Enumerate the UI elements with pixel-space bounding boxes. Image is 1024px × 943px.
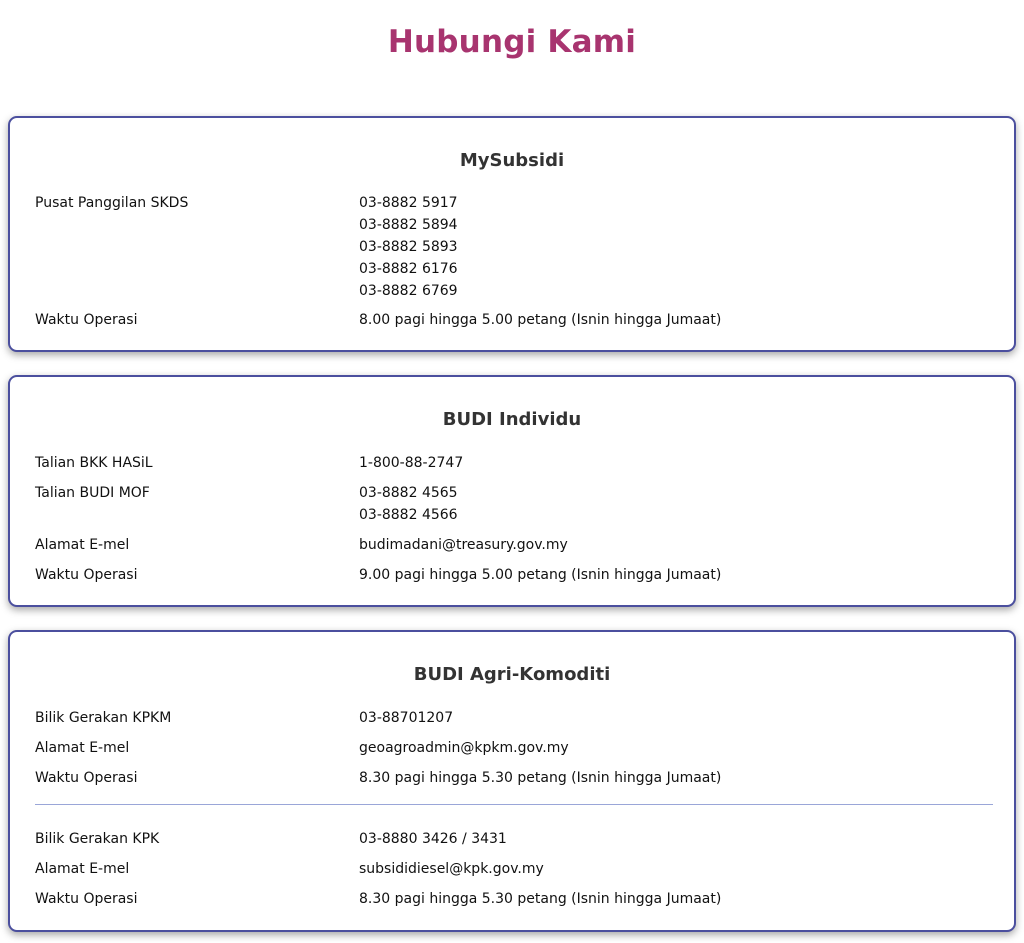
phone-number: 03-8882 4565 [359, 485, 458, 501]
operating-hours: 8.00 pagi hingga 5.00 petang (Isnin hingga Jumaat) [359, 312, 722, 328]
card-title: BUDI Agri-Komoditi [413, 664, 611, 685]
card-budi-individu [8, 375, 1016, 607]
section-divider [35, 804, 993, 805]
operating-hours: 8.30 pagi hingga 5.30 petang (Isnin hingga Jumaat) [359, 770, 722, 786]
email-address: geoagroadmin@kpkm.gov.my [359, 740, 569, 756]
row-value [359, 828, 507, 850]
row-label: Waktu Operasi [35, 891, 138, 907]
row-value [359, 534, 568, 556]
card-title: BUDI Individu [442, 409, 582, 430]
phone-number: 03-88701207 [359, 710, 454, 726]
operating-hours: 9.00 pagi hingga 5.00 petang (Isnin hingga Jumaat) [359, 567, 722, 583]
page-title: Hubungi Kami [387, 24, 637, 60]
row-value [359, 192, 458, 302]
row-value [359, 888, 721, 910]
row-value [359, 482, 458, 526]
row-value [359, 309, 721, 331]
phone-number: 1-800-88-2747 [359, 455, 464, 471]
row-value [359, 452, 463, 474]
phone-number: 03-8880 3426 / 3431 [359, 831, 507, 847]
card-mysubsidi [8, 116, 1016, 352]
phone-number: 03-8882 5893 [359, 239, 458, 255]
row-label: Talian BKK HASiL [35, 455, 153, 471]
row-label: Bilik Gerakan KPKM [35, 710, 172, 726]
row-label: Bilik Gerakan KPK [35, 831, 160, 847]
row-value [359, 564, 721, 586]
email-address: subsididiesel@kpk.gov.my [359, 861, 544, 877]
phone-number: 03-8882 4566 [359, 507, 458, 523]
row-value [359, 707, 453, 729]
row-label: Talian BUDI MOF [35, 485, 150, 501]
row-label: Waktu Operasi [35, 312, 138, 328]
row-label: Waktu Operasi [35, 770, 138, 786]
row-value [359, 858, 544, 880]
email-address: budimadani@treasury.gov.my [359, 537, 568, 553]
card-title: MySubsidi [459, 150, 565, 171]
row-label: Waktu Operasi [35, 567, 138, 583]
row-label: Pusat Panggilan SKDS [35, 195, 189, 211]
row-value [359, 767, 721, 789]
card-budi-agri-komoditi [8, 630, 1016, 932]
row-label: Alamat E-mel [35, 740, 130, 756]
phone-number: 03-8882 5917 [359, 195, 458, 211]
operating-hours: 8.30 pagi hingga 5.30 petang (Isnin hingga Jumaat) [359, 891, 722, 907]
phone-number: 03-8882 6176 [359, 261, 458, 277]
phone-number: 03-8882 5894 [359, 217, 458, 233]
row-label: Alamat E-mel [35, 861, 130, 877]
row-value [359, 737, 569, 759]
phone-number: 03-8882 6769 [359, 283, 458, 299]
row-label: Alamat E-mel [35, 537, 130, 553]
